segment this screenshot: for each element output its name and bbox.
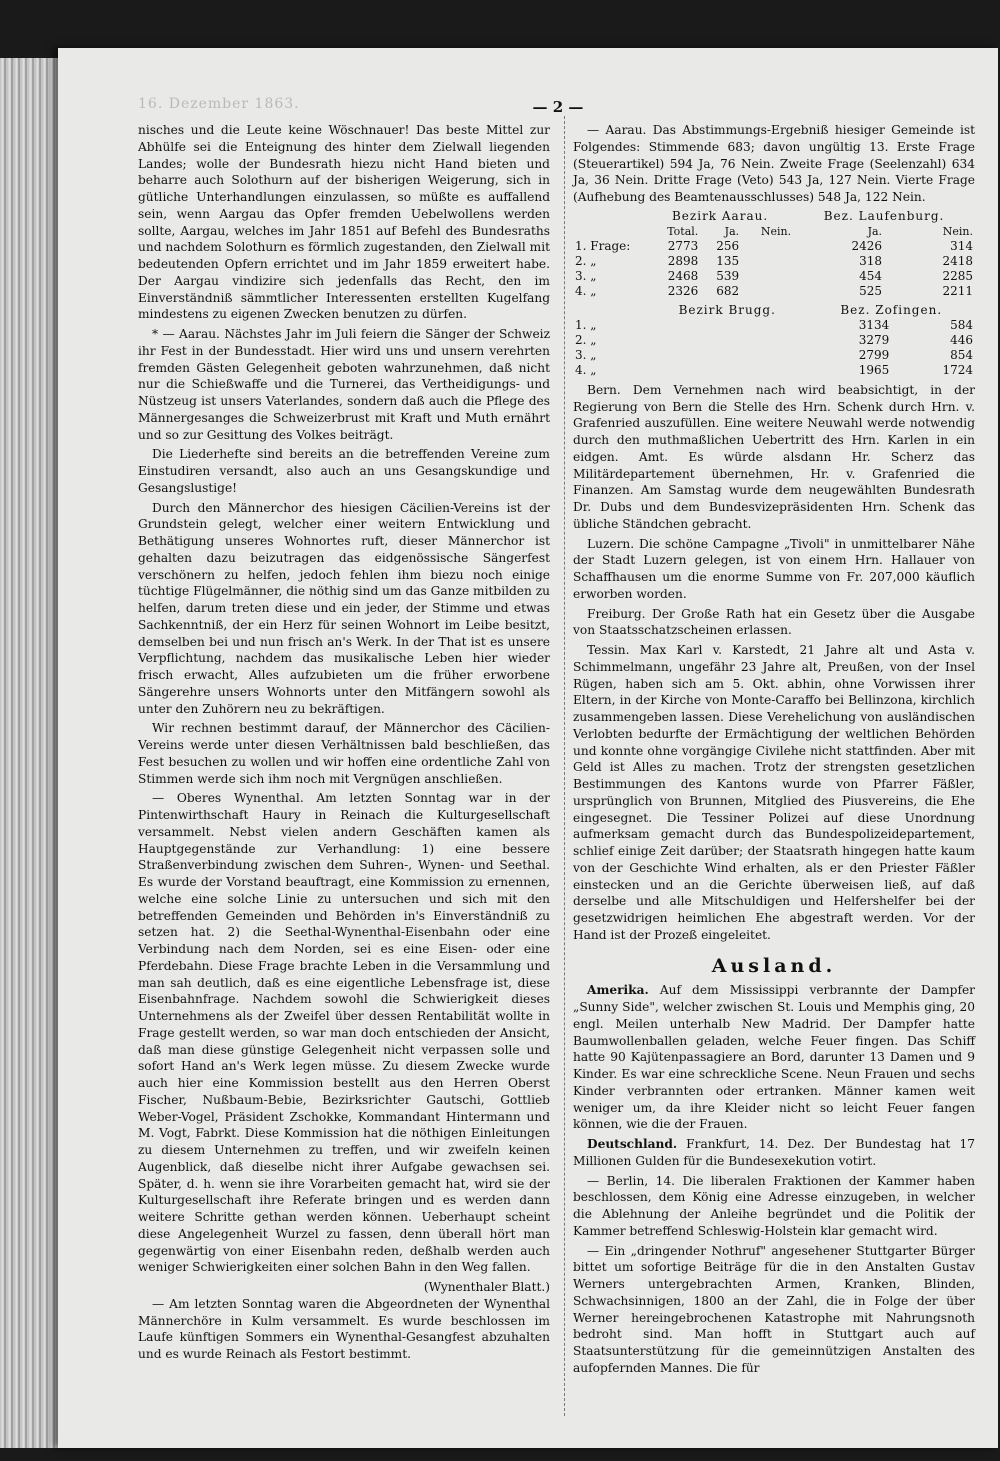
column-divider: [564, 116, 566, 1416]
district-header: Bez. Zofingen.: [840, 302, 943, 317]
column-header: Ja.: [724, 224, 740, 238]
article-paragraph: Freiburg. Der Große Rath hat ein Gesetz über die Ausgabe von Staatsschatzscheinen erlassen.: [573, 606, 975, 638]
table-row: 2. „ 2898 135 318 2418: [575, 253, 973, 268]
header-date-ghost: 16. Dezember 1863.: [138, 96, 300, 112]
page-number: — 2 —: [532, 98, 584, 116]
article-paragraph: Durch den Männerchor des hiesigen Cäcilien-Vereins ist der Grundstein gelegt, welcher einer weitern Entwicklung und Bethätigung unseres Wohnortes ruft, dieser Männerchor ist gehalten dazu beizutragen das eidgenössische Sängerfest verschönern zu helfen, jedoch fehlen ihm biezu noch einige tüchtige Flügelmänner, die nöthig sind um das Ganze mitbilden zu helfen, darum treten diese und ein jeder, der Stimme und etwas Sachkenntniß, der ein Herz für seinen Wohnort im Leibe besitzt, demselben bei und nun frisch an's Werk. In der That ist es unsere Verpflichtung, nachdem das musikalische Leben hier wieder frisch erwacht, Alles aufzubieten um die früher erworbene Sängerehre unsers Wohnorts unter den Mitfängern sowohl als unter den Zuhörern neu zu bekräftigen.: [138, 500, 550, 716]
vote-results-table-2: [573, 303, 975, 378]
article-paragraph: Tessin. Max Karl v. Karstedt, 21 Jahre alt und Asta v. Schimmelmann, ungefähr 23 Jahre alt, Preußen, von der Insel Rügen, haben sich am 5. Okt. abhin, ohne Vorwissen ihrer Eltern, in der Kirche von Monte-Caraffo bei Bellinzona, kirchlich zusammengeben lassen. Diese Verehelichung von ausländischen Verlobten bedurfte der Ermächtigung der weltlichen Behörden und konnte ohne vorgängige Civilehe nicht stattfinden. Aber mit Geld ist Alles zu machen. Trotz der strengsten gesetzlichen Bestimmungen des Kantons wurde von Pfarrer Fäßler, ursprünglich von Brunnen, Mitglied des Piusvereins, die Ehe eingesegnet. Die Tessiner Polizei auf diese Unordnung aufmerksam gemacht durch das Bundespolizeidepartement, schlief einige Zeit darüber; der Staatsrath hingegen hatte kaum von der Geschichte Wind erhalten, als er den Priester Fäßler einstecken und an die Gerichte überweisen ließ, auf daß derselbe und alle Mitschuldigen und Helfershelfer bei der gesetzwidrigen heimlichen Ehe abgestraft werden. Vor der Hand ist der Prozeß eingeleitet.: [573, 643, 975, 942]
left-column: [138, 122, 550, 1366]
country-label: Amerika.: [587, 983, 649, 998]
article-paragraph: Amerika. Auf dem Mississippi verbrannte der Dampfer „Sunny Side", welcher zwischen St. Louis und Memphis ging, 20 engl. Meilen unterhalb New Madrid. Der Dampfer hatte Baumwollenballen geladen, welche Feuer fingen. Das Schiff hatte 90 Kajütenpassagiere an Bord, darunter 13 Damen und 9 Kinder. Es war eine schreckliche Scene. Neun Frauen und sechs Kinder verbrannten oder ertranken. Männer kamen weit weniger um, da ihre Kleider nicht so leicht Feuer fangen können, wie die der Frauen.: [573, 983, 975, 1132]
newspaper-page: [58, 48, 998, 1448]
section-title: Ausland.: [711, 954, 837, 977]
column-header: Nein.: [760, 224, 792, 238]
article-paragraph: * — Aarau. Nächstes Jahr im Juli feiern die Sänger der Schweiz ihr Fest in der Bundesstadt. Hier wird uns und unsern verehrten fremden Gästen Gelegenheit geboten wahrzunehmen, daß nicht nur die Schießwaffe und die Turnerei, das Vertheidigungs- und Nüstzeug ist unsers Vaterlandes, sondern daß auch die Pflege des Männergesanges die Schweizerbrust mit Kraft und Muth ernährt und so zur Gesittung des Volkes beiträgt.: [138, 327, 550, 442]
column-header: Nein.: [942, 224, 973, 238]
article-paragraph: Die Liederhefte sind bereits an die betreffenden Vereine zum Einstudiren versandt, also auch an uns Gesangskundige und Gesangslustige!: [138, 447, 550, 495]
article-source: (Wynenthaler Blatt.): [423, 1280, 550, 1294]
article-paragraph: nisches und die Leute keine Wöschnauer! Das beste Mittel zur Abhülfe sei die Enteignung des hinter dem Zielwall liegenden Landes; wolle der Bundesrath hiezu nicht Hand bieten und beharre auch Solothurn auf der bisherigen Weigerung, sich in gütliche Unterhandlungen einzulassen, so müßte es auffallend sein, wenn Aargau das Opfer fremden Uebelwollens werden sollte, Aargau, welches im Jahr 1851 auf Befehl des Bundesraths und nachdem Solothurn es förmlich zugestanden, den Zielwall mit bedeutenden Opfern errichtet und im Jahr 1859 erweitert habe. Der Aargau vindizire sich jedenfalls das Recht, den im Einverständniß sämmtlicher Interessenten erstellten Kugelfang mindestens zu eigenen Zwecken benutzen zu dürfen.: [138, 123, 550, 322]
article-paragraph: — Am letzten Sonntag waren die Abgeordneten der Wynenthal Männerchöre in Kulm versammelt. Es wurde beschlossen im Laufe künftigen Sommers ein Wynenthal-Gesangfest abzuhalten und es wurde Reinach als Festort bestimmt.: [138, 1296, 550, 1361]
district-header: Bez. Laufenburg.: [823, 208, 945, 223]
country-label: Deutschland.: [587, 1137, 678, 1151]
table-row: 3. „ 2468 539 454 2285: [575, 268, 973, 283]
column-header: Total.: [667, 224, 699, 238]
article-paragraph: — Berlin, 14. Die liberalen Fraktionen der Kammer haben beschlossen, dem König eine Adresse einzugeben, in welcher die Ablehnung der Anleihe begründet und die Politik der Kammer betreffend Schleswig-Holstein klar gemacht wird.: [573, 1173, 975, 1238]
article-paragraph: Wir rechnen bestimmt darauf, der Männerchor des Cäcilien-Vereins werde unter diesen Verhältnissen bald beschließen, das Fest besuchen zu wollen und wir hoffen eine ordentliche Zahl von Stimmen werde sich ihm noch mit Vergnügen anschließen.: [138, 721, 550, 786]
table-row: 3. „ 2799 854: [575, 347, 973, 362]
article-paragraph: Bern. Dem Vernehmen nach wird beabsichtigt, in der Regierung von Bern die Stelle des Hrn. Schenk durch Hrn. v. Grafenried auszufüllen. Eine weitere Neuwahl werde notwendig durch den muthmaßlichen Uebertritt des Hrn. Karlen in ein eidgen. Amt. Es würde alsdann Hr. Scherz das Militärdepartement übernehmen, Hr. v. Grafenried die Finanzen. Am Samstag wurde dem neugewählten Bundesrath Dr. Dubs und dem Bundesvizepräsidenten Hrn. Schenk das übliche Ständchen gebracht.: [573, 382, 975, 531]
table-row: 2. „ 3279 446: [575, 332, 973, 347]
table-row: 4. „ 2326 682 525 2211: [575, 283, 973, 298]
district-header: Bezirk Brugg.: [678, 302, 776, 317]
article-paragraph: Luzern. Die schöne Campagne „Tivoli" in unmittelbarer Nähe der Stadt Luzern gelegen, ist von einem Hrn. Hallauer von Schaffhausen um die enorme Summe von Fr. 207,000 käuflich erworben worden.: [573, 536, 975, 601]
article-paragraph: Deutschland. Frankfurt, 14. Dez. Der Bundestag hat 17 Millionen Gulden für die Bundesexekution votirt.: [573, 1137, 975, 1168]
table-row: 1. Frage: 2773 256 2426 314: [575, 238, 973, 253]
article-paragraph: — Oberes Wynenthal. Am letzten Sonntag war in der Pintenwirthschaft Haury in Reinach die Kulturgesellschaft versammelt. Nebst vielen andern Geschäften kamen als Hauptgegenstände zur Verhandlung: 1) eine bessere Straßenverbindung zwischen dem Suhren-, Wynen- und Seethal. Es wurde der Vorstand beauftragt, eine Kommission zu ernennen, welche eine solche Linie zu untersuchen und sich mit den betreffenden Gemeinden und Behörden in's Einverständniß zu setzen hat. 2) die Seethal-Wynenthal-Eisenbahn oder eine Verbindung nach dem Norden, sei es eine Eisen- oder eine Pferdebahn. Diese Frage brachte Leben in die Versammlung und man sah deutlich, daß es eine eigentliche Lebensfrage ist, diese Eisenbahnfrage. Nachdem sowohl die Schwierigkeit dieses Unternehmens als der Zweifel über dessen Rentabilität wollte in Frage gestellt werden, so war man doch entschieden der Ansicht, daß man diese günstige Gelegenheit nicht verpassen solle und sofort Hand an's Werk legen müsse. Zu diesem Zwecke wurde auch hier eine Kommission bestellt aus den Herren Oberst Fischer, Nußbaum-Bebie, Bezirksrichter Gautschi, Gottlieb Weber-Vogel, Präsident Zschokke, Kommandant Hintermann und M. Vogt, Fabrkt. Diese Kommission hat die nöthigen Einleitungen zu diesem Unternehmen zu treffen, und wir zweifeln keinen Augenblick, daß dieselbe nicht ihrer Aufgabe gewachsen sei. Später, d. h. wenn sie ihre Vorarbeiten gemacht hat, wird sie der Kulturgesellschaft ihre Referate bringen und es werden dann weitere Schritte gethan werden können. Ueberhaupt scheint diese Angelegenheit Wurzel zu fassen, denn überall hört man gegenwärtig von einer Eisenbahn reden, deßhalb werden auch weniger Schwierigkeiten einer solchen Bahn in den Weg fallen.: [138, 791, 550, 1275]
table-row: 4. „ 1965 1724: [575, 362, 973, 377]
right-column: [573, 122, 975, 1380]
article-paragraph: — Ein „dringender Nothruf" angesehener Stuttgarter Bürger bittet um sofortige Beiträge für die in den Anstalten Gustav Werners untergebrachten Armen, Kranken, Blinden, Schwachsinnigen, 1800 an der Zahl, die in Folge der über Werner hereingebrochenen Katastrophe mit Nahrungsnoth bedroht sind. Man hofft in Stuttgart auch auf Staatsunterstützung für die gemeinnützigen Anstalten des aufopfernden Mannes. Die für: [573, 1243, 975, 1375]
district-header: Bezirk Aarau.: [671, 208, 769, 223]
article-paragraph: — Aarau. Das Abstimmungs-Ergebniß hiesiger Gemeinde ist Folgendes: Stimmende 683; davon ungültig 13. Erste Frage (Steuerartikel) 594 Ja, 76 Nein. Zweite Frage (Seelenzahl) 634 Ja, 36 Nein. Dritte Frage (Veto) 543 Ja, 127 Nein. Vierte Frage (Aufhebung des Beamtenausschlusses) 548 Ja, 122 Nein.: [573, 123, 975, 204]
column-header: [573, 224, 647, 239]
table-row: 1. „ 3134 584: [575, 317, 973, 332]
column-header: Ja.: [867, 224, 883, 238]
vote-results-table-1: [573, 209, 975, 299]
